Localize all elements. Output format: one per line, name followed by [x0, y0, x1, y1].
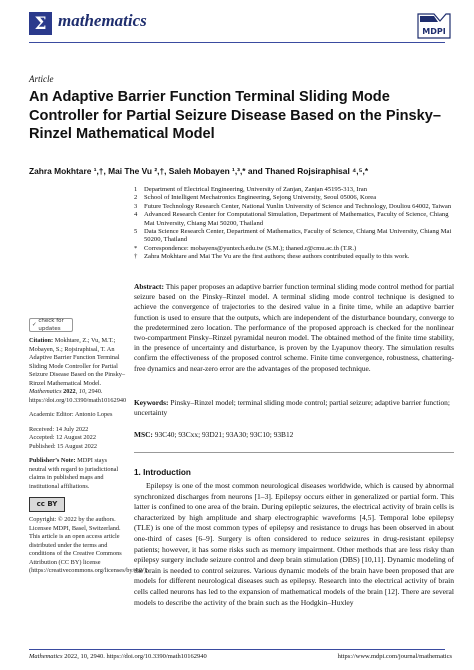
check-updates-badge[interactable]: ✓ check for updates: [29, 318, 73, 332]
journal-name: mathematics: [58, 11, 147, 30]
abstract: Abstract: This paper proposes an adaptive barrier function terminal sliding mode control method for partial seizure based on the Pinsky–Rinzel model. A terminal sliding mode control technique is designed to achieve the convergence of trajectories to the desired value in a finite time, while an adaptive barrier function is used to ensure that the outputs, which are independent of the disturbance boundary, converge to the predetermined zero location. The performance of the proposed approach is checked for the nonlinear two-compartment Pinsky–Rinzel pyramidal neuron model. The obtained method of the finite time stability, in the presence of uncertainty and disturbance, is proven by the Lyapunov theory. The simulation results confirm the effectiveness of the proposed control scheme. Finite time convergence, robustness, chattering-free dynamics and near-zero error are the advantages of the proposed technique.: [134, 282, 454, 373]
cc-by-badge[interactable]: cc BY: [29, 497, 65, 512]
introduction-body: [134, 481, 454, 608]
footer-journal-url[interactable]: https://www.mdpi.com/journal/mathematics: [337, 653, 452, 660]
affiliation-item: 1 Department of Electrical Engineering, University of Zanjan, Zanjan 45195-313, Iran: [134, 186, 368, 193]
footer-rule: [29, 649, 445, 650]
published-date: Published: 15 August 2022: [29, 442, 98, 450]
paper-title: An Adaptive Barrier Function Terminal Sliding Mode Controller for Partial Seizure Disease Based on the Pinsky–Rinzel Mathematical Model: [29, 89, 442, 142]
introduction-paragraph: Epilepsy is one of the most common neurological diseases worldwide, which is caused by abnormal synchronized discharges from neurons [1–3]. Epilepsy occurs either in generalized or partial form. This latter is confined to one area of the brain. During epileptic seizures, the electrical activity of brain cells is characterized by high amplitude and sharp electrographic waveforms [4,5]. Temporal lobe epilepsy (TLE) is one of the most common types of epilepsy and resistance to drugs has been observed in about one-third of cases [6–9]. Surgery is often considered to reduce seizures in drug-resistant epilepsy patients; however, it has some risks such as memory impairment. Other methods that are less risky than epilepsy surgery include seizure control and deep brain stimulation (DBS) [10,11]. Dynamic modeling of the brain is needed to control seizures. Various dynamic models of the brain have been proposed that are models for different neurological diseases such as epilepsy. Research into the electrical activity of brain cells called neurons has led to the expansion of mathematical models of the brain [12]. There are several models to describe the activity of the brain such as the Hodgkin–Huxley: [134, 481, 454, 607]
section-divider: [134, 452, 454, 453]
footer-citation: Mathematics 2022, 10, 2940. https://doi.org/10.3390/math10162940: [29, 653, 207, 660]
mdpi-logo-text: MDPI: [422, 27, 446, 36]
affiliation-item: 5 Data Science Research Center, Department of Mathematics, Faculty of Science, Chiang Mai University, Chiang Mai 50200, Thailand: [134, 228, 452, 244]
affiliation-item: * Correspondence: mobayens@yuntech.edu.tw (S.M.); thaned.r@cmu.ac.th (T.R.): [134, 244, 357, 252]
received-date: Received: 14 July 2022: [29, 425, 89, 433]
msc-codes: MSC: 93C40; 93Cxx; 93D21; 93A30; 93C10; 93B12: [134, 430, 294, 439]
mdpi-logo: [414, 12, 454, 40]
accepted-date: Accepted: 12 August 2022: [29, 434, 96, 441]
publisher-note: Publisher’s Note: MDPI stays neutral with regard to jurisdictional claims in published maps and institutional affiliations.: [29, 457, 119, 490]
academic-editor: Academic Editor: Antonio Lopes: [29, 411, 113, 418]
affiliation-item: 2 School of Intelligent Mechatronics Engineering, Sejong University, Seoul 05006, Korea: [134, 194, 377, 202]
affiliations: [134, 186, 454, 262]
sidebar: [29, 317, 148, 576]
journal-logo: Σ: [29, 12, 52, 35]
citation: Citation: Mokhtare, Z.; Vu, M.T.; Mobayen, S.; Rojsiraphisal, T. An Adaptive Barrier Function Terminal Sliding Mode Controller for Partial Seizure Disease Based on the Pinsky–Rinzel Mathematical Model. Mathematics 2022, 10, 2940. https://doi.org/10.3390/math10162940: [29, 337, 127, 404]
keywords: Keywords: Pinsky–Rinzel model; terminal sliding mode control; partial seizure; adaptive barrier function; uncertainty: [134, 398, 450, 418]
copyright-notice: Copyright: © 2022 by the authors. Licensee MDPI, Basel, Switzerland. This article is an open access article distributed under the terms and conditions of the Creative Commons Attribution (CC BY) license (https://creativecommons.org/licenses/by/4.0/).: [29, 516, 148, 574]
affiliation-item: † Zahra Mokhtare and Mai The Vu are the first authors; these authors contributed equally to this work.: [134, 253, 410, 261]
article-type-label: Article: [29, 74, 54, 84]
affiliation-item: 3 Future Technology Research Center, National Yunlin University of Science and Technology, Douliou 64002, Taiwan: [134, 202, 452, 210]
header-rule: [29, 42, 445, 43]
author-list: Zahra Mokhtare ¹,†, Mai The Vu ²,†, Saleh Mobayen ¹,³,* and Thaned Rojsiraphisal ⁴,⁵,*: [29, 166, 369, 176]
check-icon: ✓: [32, 321, 39, 328]
affiliation-item: 4 Advanced Research Center for Computational Simulation, Department of Mathematics, Faculty of Science, Chiang Mai University, Chiang Mai 50200, Thailand: [134, 211, 449, 227]
section-heading-introduction: 1. Introduction: [134, 468, 191, 477]
